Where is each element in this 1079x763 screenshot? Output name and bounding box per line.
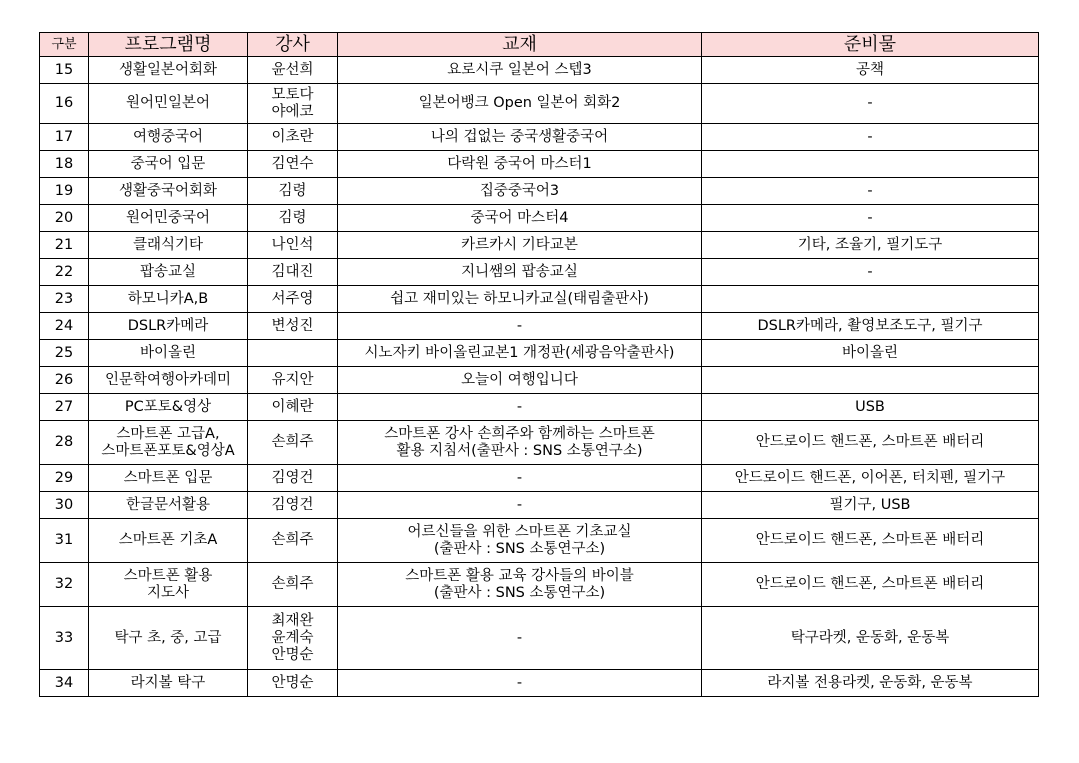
program-text-line: 탁구 초, 중, 고급 (114, 629, 222, 646)
program-text-line: 생활일본어회화 (118, 61, 218, 78)
cell-instructor (248, 367, 338, 394)
program-text-line: 팝송교실 (139, 263, 197, 280)
cell-supplies (702, 563, 1039, 607)
cell-program (89, 421, 248, 465)
table-row (40, 421, 1039, 465)
cell-program (89, 286, 248, 313)
cell-textbook (338, 57, 702, 84)
program-text-line: 여행중국어 (132, 128, 204, 145)
textbook-text-line: 중국어 마스터4 (470, 209, 569, 226)
cell-instructor (248, 259, 338, 286)
cell-instructor (248, 84, 338, 124)
cell-supplies (702, 421, 1039, 465)
cell-program (89, 259, 248, 286)
table-row (40, 313, 1039, 340)
cell-textbook (338, 286, 702, 313)
textbook-text-line: - (516, 469, 523, 486)
supplies-text-line: 라지볼 전용라켓, 운동화, 운동복 (767, 674, 973, 691)
cell-supplies (702, 259, 1039, 286)
supplies-text-line: 바이올린 (841, 344, 899, 361)
cell-textbook (338, 367, 702, 394)
table-row (40, 232, 1039, 259)
cell-program (89, 57, 248, 84)
cell-supplies (702, 57, 1039, 84)
cell-no: 23 (40, 286, 89, 313)
program-text-line: 원어민일본어 (125, 95, 211, 111)
program-schedule-table (39, 32, 1039, 697)
program-text-line: 한글문서활용 (125, 496, 211, 513)
cell-textbook (338, 205, 702, 232)
textbook-text-line: - (516, 398, 523, 415)
program-text-line: 원어민중국어 (125, 209, 211, 226)
supplies-text-line: 안드로이드 핸드폰, 스마트폰 배터리 (755, 576, 985, 592)
table-row (40, 340, 1039, 367)
table-row (40, 57, 1039, 84)
cell-instructor (248, 178, 338, 205)
cell-no: 34 (40, 670, 89, 697)
instructor-text-line: 이초란 (271, 128, 314, 145)
cell-textbook (338, 259, 702, 286)
table-row (40, 205, 1039, 232)
instructor-text-line: 김령 (278, 182, 307, 199)
cell-program (89, 465, 248, 492)
cell-instructor (248, 205, 338, 232)
table-row (40, 519, 1039, 563)
textbook-text-line: 다락원 중국어 마스터1 (447, 155, 592, 172)
table-row (40, 367, 1039, 394)
program-text-line: 스마트폰 입문 (123, 469, 213, 486)
cell-program (89, 394, 248, 421)
instructor-text-line: 서주영 (271, 290, 314, 307)
cell-program (89, 607, 248, 670)
textbook-text-line: - (516, 317, 523, 334)
program-text-line: 스마트폰 고급A, (116, 425, 220, 442)
instructor-text-line: 윤계숙 (271, 629, 314, 646)
textbook-text-line: - (516, 674, 523, 691)
instructor-text-line: 안명순 (271, 674, 314, 691)
program-text-line: PC포토&영상 (124, 398, 212, 415)
program-text-line: 스마트폰 활용 (123, 567, 213, 584)
cell-instructor (248, 421, 338, 465)
cell-supplies (702, 340, 1039, 367)
cell-textbook (338, 313, 702, 340)
cell-instructor (248, 394, 338, 421)
table-row (40, 259, 1039, 286)
cell-no: 25 (40, 340, 89, 367)
instructor-text-line: 손희주 (271, 576, 314, 592)
cell-supplies (702, 232, 1039, 259)
cell-textbook (338, 232, 702, 259)
instructor-text-line: 이혜란 (271, 398, 314, 415)
supplies-text-line: 기타, 조율기, 필기도구 (797, 236, 943, 253)
textbook-text-line: - (516, 496, 523, 513)
textbook-text-line: - (516, 629, 523, 646)
textbook-text-line: 집중중국어3 (479, 182, 560, 199)
table-row (40, 84, 1039, 124)
instructor-text-line: 김대진 (271, 263, 314, 280)
instructor-text-line: 윤선희 (271, 61, 314, 78)
cell-supplies (702, 205, 1039, 232)
instructor-text-line: 손희주 (271, 532, 314, 548)
table-row (40, 465, 1039, 492)
cell-supplies (702, 286, 1039, 313)
header-no: 구분 (40, 33, 89, 57)
textbook-text-line: (출판사 : SNS 소통연구소) (433, 584, 606, 601)
cell-textbook (338, 340, 702, 367)
cell-supplies (702, 465, 1039, 492)
textbook-text-line: 활용 지침서(출판사 : SNS 소통연구소) (396, 442, 643, 459)
table-row (40, 563, 1039, 607)
cell-program (89, 84, 248, 124)
program-text-line: 바이올린 (139, 344, 197, 361)
supplies-text-line: 필기구, USB (829, 496, 911, 513)
cell-textbook (338, 421, 702, 465)
textbook-text-line: 요로시쿠 일본어 스텝3 (447, 61, 592, 78)
cell-no: 32 (40, 563, 89, 607)
cell-program (89, 519, 248, 563)
supplies-text-line: - (867, 263, 873, 280)
textbook-text-line: 일본어뱅크 Open 일본어 회화2 (418, 95, 621, 111)
cell-program (89, 205, 248, 232)
cell-supplies (702, 394, 1039, 421)
supplies-text-line: - (867, 95, 873, 111)
supplies-text-line: 안드로이드 핸드폰, 스마트폰 배터리 (755, 532, 985, 548)
program-text-line: 생활중국어회화 (118, 182, 218, 199)
instructor-text-line: 손희주 (271, 434, 314, 450)
instructor-text-line: 야에코 (271, 103, 314, 120)
cell-supplies (702, 313, 1039, 340)
textbook-text-line: 스마트폰 강사 손희주와 함께하는 스마트폰 (384, 425, 655, 442)
cell-no: 21 (40, 232, 89, 259)
cell-textbook (338, 519, 702, 563)
cell-instructor (248, 151, 338, 178)
table-row (40, 670, 1039, 697)
cell-supplies (702, 178, 1039, 205)
table-row (40, 178, 1039, 205)
cell-supplies (702, 607, 1039, 670)
supplies-text-line: 공책 (855, 61, 884, 78)
program-text-line: 스마트폰포토&영상A (101, 442, 235, 459)
cell-instructor (248, 492, 338, 519)
cell-no: 27 (40, 394, 89, 421)
textbook-text-line: 시노자키 바이올린교본1 개정판(세광음악출판사) (364, 344, 675, 361)
cell-instructor (248, 563, 338, 607)
cell-no: 18 (40, 151, 89, 178)
cell-textbook (338, 607, 702, 670)
supplies-text-line: USB (855, 398, 885, 415)
cell-instructor (248, 465, 338, 492)
cell-no: 28 (40, 421, 89, 465)
header-textbook: 교재 (338, 33, 702, 57)
textbook-text-line: (출판사 : SNS 소통연구소) (433, 540, 606, 557)
cell-no: 17 (40, 124, 89, 151)
table-row (40, 286, 1039, 313)
instructor-text-line: 최재완 (271, 612, 314, 629)
cell-textbook (338, 394, 702, 421)
table-row (40, 492, 1039, 519)
cell-program (89, 670, 248, 697)
header-program: 프로그램명 (89, 33, 248, 57)
textbook-text-line: 나의 겁없는 중국생활중국어 (430, 128, 609, 145)
cell-no: 19 (40, 178, 89, 205)
cell-program (89, 178, 248, 205)
program-text-line: 인문학여행아카데미 (104, 371, 232, 388)
cell-program (89, 367, 248, 394)
textbook-text-line: 쉽고 재미있는 하모니카교실(태림출판사) (390, 290, 649, 307)
cell-program (89, 151, 248, 178)
cell-textbook (338, 178, 702, 205)
cell-instructor (248, 670, 338, 697)
program-text-line: DSLR카메라 (127, 317, 209, 334)
instructor-text-line: 김령 (278, 209, 307, 226)
supplies-text-line: 탁구라켓, 운동화, 운동복 (790, 629, 950, 646)
textbook-text-line: 카르카시 기타교본 (461, 236, 578, 253)
header-instructor: 강사 (248, 33, 338, 57)
supplies-text-line: - (867, 128, 873, 145)
cell-textbook (338, 124, 702, 151)
cell-supplies (702, 519, 1039, 563)
cell-no: 31 (40, 519, 89, 563)
supplies-text-line: - (867, 182, 873, 199)
cell-textbook (338, 84, 702, 124)
cell-instructor (248, 286, 338, 313)
cell-no: 26 (40, 367, 89, 394)
cell-instructor (248, 232, 338, 259)
instructor-text-line: 김영건 (271, 469, 314, 486)
program-text-line: 라지볼 탁구 (130, 674, 206, 691)
instructor-text-line: 나인석 (271, 236, 314, 253)
cell-program (89, 232, 248, 259)
cell-instructor (248, 519, 338, 563)
cell-no: 15 (40, 57, 89, 84)
supplies-text-line: DSLR카메라, 촬영보조도구, 필기구 (757, 317, 983, 334)
cell-supplies (702, 84, 1039, 124)
cell-supplies (702, 124, 1039, 151)
instructor-text-line: 변성진 (271, 317, 314, 334)
instructor-text-line: 김연수 (271, 155, 314, 172)
cell-no: 16 (40, 84, 89, 124)
textbook-text-line: 어르신들을 위한 스마트폰 기초교실 (407, 523, 632, 540)
cell-textbook (338, 151, 702, 178)
program-text-line: 지도사 (146, 584, 190, 601)
program-text-line: 중국어 입문 (130, 155, 206, 172)
table-row (40, 124, 1039, 151)
cell-supplies (702, 670, 1039, 697)
instructor-text-line: 유지안 (271, 371, 314, 388)
supplies-text-line: 안드로이드 핸드폰, 스마트폰 배터리 (755, 434, 985, 450)
cell-program (89, 313, 248, 340)
program-text-line: 스마트폰 기초A (118, 532, 218, 548)
table-header-row (40, 33, 1039, 57)
table-row (40, 607, 1039, 670)
program-text-line: 클래식기타 (132, 236, 204, 253)
cell-textbook (338, 492, 702, 519)
cell-textbook (338, 563, 702, 607)
cell-no: 33 (40, 607, 89, 670)
supplies-text-line: 안드로이드 핸드폰, 이어폰, 터치펜, 필기구 (734, 469, 1006, 486)
cell-supplies (702, 151, 1039, 178)
table-body (40, 57, 1039, 697)
cell-textbook (338, 465, 702, 492)
supplies-text-line: - (867, 209, 873, 226)
cell-instructor (248, 124, 338, 151)
textbook-text-line: 스마트폰 활용 교육 강사들의 바이블 (405, 567, 634, 584)
table-row (40, 394, 1039, 421)
cell-no: 29 (40, 465, 89, 492)
cell-instructor (248, 313, 338, 340)
cell-no: 20 (40, 205, 89, 232)
cell-program (89, 124, 248, 151)
cell-no: 30 (40, 492, 89, 519)
textbook-text-line: 오늘이 여행입니다 (461, 371, 578, 388)
cell-no: 24 (40, 313, 89, 340)
instructor-text-line: 안명순 (271, 646, 314, 663)
cell-supplies (702, 367, 1039, 394)
cell-supplies (702, 492, 1039, 519)
textbook-text-line: 지니쌤의 팝송교실 (461, 263, 578, 280)
cell-instructor (248, 607, 338, 670)
header-supplies: 준비물 (702, 33, 1039, 57)
instructor-text-line: 모토다 (271, 86, 314, 103)
cell-program (89, 563, 248, 607)
cell-instructor (248, 340, 338, 367)
cell-no: 22 (40, 259, 89, 286)
instructor-text-line: 김영건 (271, 496, 314, 513)
cell-instructor (248, 57, 338, 84)
cell-program (89, 340, 248, 367)
table-row (40, 151, 1039, 178)
program-text-line: 하모니카A,B (127, 290, 209, 307)
cell-program (89, 492, 248, 519)
cell-textbook (338, 670, 702, 697)
